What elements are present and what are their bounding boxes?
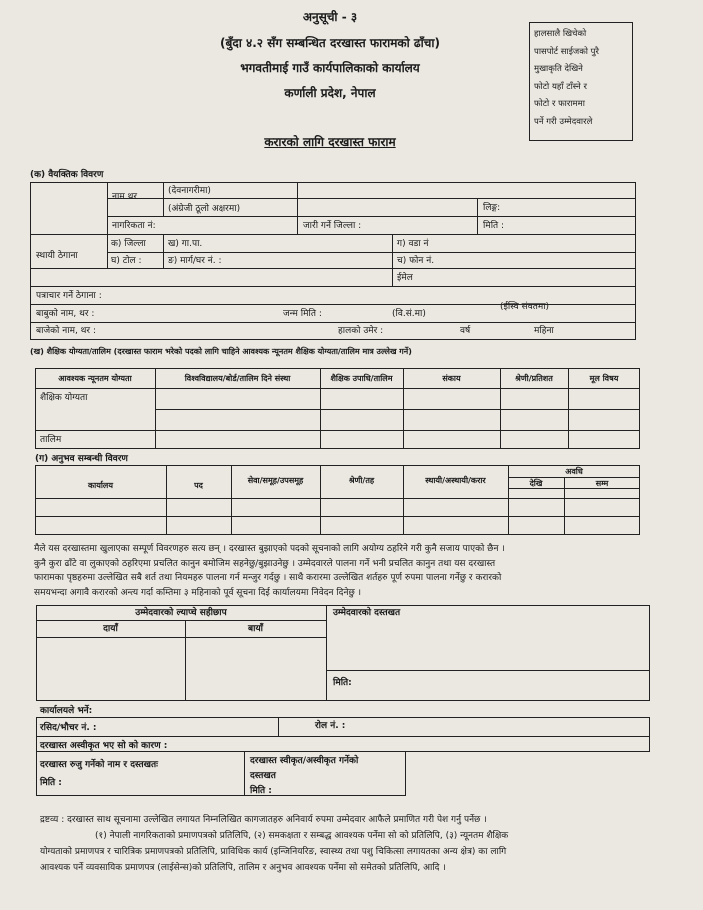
thumbprint-left-label: बायाँ	[247, 624, 264, 634]
edu-header-major: मूल विषय	[589, 374, 619, 383]
note-line: आवश्यक पर्ने व्यवसायिक प्रमाणपत्र (लाईसेन्स)को प्रतिलिपि, तालिम र अनुभव आवश्यक पर्नेमा सो समेतको प्रतिलिपि, आदि ।	[40, 863, 446, 873]
candidate-signature-label: उम्मेदवारको दस्तखत	[333, 608, 401, 618]
permanent-address-label: स्थायी ठेगाना	[36, 251, 78, 261]
citizenship-label: नागरिकता नं:	[112, 221, 156, 231]
exp-header-period: अवधि	[565, 467, 583, 476]
receiver-date-label: मिति :	[40, 778, 62, 788]
roll-number-label: रोल नं. :	[315, 721, 346, 731]
road-house-label: ङ) मार्ग/घर नं. :	[168, 256, 222, 266]
note-text	[40, 812, 508, 876]
phone-label: च) फोन नं.	[397, 256, 435, 266]
photo-instruction-line: पासपोर्ट साईजको पुरै	[534, 46, 599, 57]
email-label: ईमेल	[397, 273, 413, 283]
left-thumbprint-area[interactable]	[189, 640, 322, 698]
gender-label: लिङ्ग:	[483, 203, 501, 213]
candidate-signature-area[interactable]	[330, 622, 646, 667]
declaration-line: मैले यस दरखास्तमा खुलाएका सम्पूर्ण विवरणहरु सत्य छन् । दरखास्त बुझाएको पदको सूचनाको लागि अयोग्य ठहरिने गरी कुनै सजाय पाएको छैन ।	[34, 544, 505, 554]
section-a-title: (क) वैयक्तिक विवरण	[30, 170, 104, 180]
form-title: करारको लागि दरखास्त फाराम	[264, 135, 396, 149]
office-name: भगवतीमाई गाउँ कार्यपालिकाको कार्यालय	[240, 61, 420, 75]
reject-reason-label: दरखास्त अस्वीकृत भए सो को कारण :	[40, 741, 168, 751]
note-line: (१) नेपाली नागरिकताको प्रमाणपत्रको प्रतिलिपि, (२) समकक्षता र सम्बद्ध आवश्यक पर्नेमा सो को प्रतिलिपि, (३) न्यूनतम शैक्षिक	[95, 831, 509, 841]
photo-instruction-line: मुखाकृति देखिने	[534, 64, 583, 74]
province-name: कर्णाली प्रदेश, नेपाल	[284, 86, 376, 100]
edu-row-training: तालिम	[40, 435, 62, 445]
current-age-label: हालको उमेर :	[338, 326, 384, 336]
name-english-label: (अंग्रेजी ठूलो अक्षरमा)	[168, 204, 241, 214]
declaration-text	[34, 542, 505, 600]
approver-signature-label: दस्तखत	[250, 771, 276, 781]
note-line: योग्यताको प्रमाणपत्र र चारित्रिक प्रमाणपत्रको प्रतिलिपि, प्राविधिक कार्य (इन्जिनियरिङ, स्वास्थ्य तथा पशु चिकित्सा लगायतका अन्य क्षेत्र) का लागि	[40, 847, 507, 857]
edu-row-qualification: शैक्षिक योग्यता	[40, 393, 88, 403]
father-name-label: बाबुको नाम, थर :	[36, 309, 95, 319]
edu-header-institution: विश्वविद्यालय/बोर्ड/तालिम दिने संस्था	[184, 374, 291, 383]
tole-label: घ) टोल :	[111, 256, 142, 266]
receipt-label: रसिद/भौचर नं. :	[40, 723, 97, 733]
signature-date-label: मिति:	[333, 678, 352, 688]
photo-instruction-line: फोटो यहाँ टाँस्ने र	[534, 81, 587, 92]
declaration-line: फारामका पृष्ठहरुमा उल्लेखित सबै शर्त तथा नियमहरु पालना गर्न मन्जुर गर्दछु । साथै करारमा उल्लेखित शर्तहरु पूर्ण रुपमा पालना गर्नेछु र करारको	[34, 573, 502, 583]
declaration-line: समयभन्दा अगावै करारको अन्त्य गर्दा कम्तिमा ३ महिनाको पूर्व सूचना दिई कार्यालयमा निवेदन दिनेछु ।	[34, 587, 362, 598]
thumbprint-title: उम्मेदवारको ल्याप्चे सहीछाप	[135, 608, 227, 618]
district-label: क) जिल्ला	[111, 239, 146, 249]
right-thumbprint-area[interactable]	[40, 640, 181, 698]
photo-instruction-line: हालसालै खिचेको	[534, 29, 587, 39]
issue-district-label: जारी गर्ने जिल्ला :	[303, 221, 362, 231]
photo-box[interactable]	[529, 22, 633, 141]
year-label: वर्ष	[460, 326, 471, 336]
exp-header-post: पद	[194, 481, 203, 490]
vdc-label: ख) गा.पा.	[168, 239, 203, 249]
edu-header-degree: शैक्षिक उपाधि/तालिम	[330, 374, 393, 383]
exp-header-to: सम्म	[595, 479, 609, 488]
declaration-line: कुनै कुरा ढाँटे वा लुकाएको ठहरिएमा प्रचलित कानुन बमोजिम सहनेछु/बुझाउनेछु । उम्मेदवारले पालना गर्ने भनी प्रचलित कानुन तथा यस दरखास्त	[34, 558, 496, 569]
approver-date-label: मिति :	[250, 786, 272, 796]
month-label: महिना	[534, 326, 554, 336]
birth-date-label: जन्म मिति :	[283, 309, 322, 319]
name-label: नाम थर	[112, 192, 138, 202]
exp-header-type: स्थायी/अस्थायी/करार	[425, 476, 486, 485]
approver-label: दरखास्त स्वीकृत/अस्वीकृत गर्नेको	[250, 756, 359, 766]
rule-reference: (बुँदा ४.२ सँग सम्बन्धित दरखास्त फारामको ढाँचा)	[220, 36, 440, 50]
exp-header-office: कार्यालय	[88, 481, 113, 490]
edu-header-division: श्रेणी/प्रतिशत	[515, 374, 553, 383]
edu-header-faculty: संकाय	[442, 374, 461, 383]
mailing-address-label: पत्राचार गर्ने ठेगाना :	[36, 291, 102, 301]
name-devanagari-label: (देवनागरीमा)	[168, 186, 211, 196]
photo-instruction-line: फोटो र फाराममा	[534, 99, 585, 109]
exp-header-service: सेवा/समूह/उपसमूह	[247, 476, 304, 485]
exp-header-from: देखि	[529, 479, 543, 488]
exp-header-level: श्रेणी/तह	[348, 476, 375, 485]
ad-label: (ईस्वि संवतमा)	[500, 302, 550, 312]
ward-label: ग) वडा नं	[397, 239, 429, 249]
section-c-title: (ग) अनुभव सम्बन्धी विवरण	[35, 454, 128, 464]
note-line: द्रष्टव्य : दरखास्त साथ सूचनामा उल्लेखित लगायत निम्नलिखित कागजातहरु अनिवार्य रुपमा उम्मेदवार आफैले प्रमाणित गरी पेश गर्नु पर्नेछ ।	[40, 815, 487, 825]
edu-header-qualification: आवश्यक न्यूनतम योग्यता	[58, 374, 132, 383]
grandfather-name-label: बाजेको नाम, थर :	[36, 326, 97, 336]
office-use-label: कार्यालयले भर्ने:	[40, 706, 93, 716]
receiver-name-label: दरखास्त रुजु गर्नेको नाम र दस्तखतः	[40, 760, 158, 770]
thumbprint-right-label: दायाँ	[103, 624, 118, 634]
photo-instruction-line: पर्ने गरी उम्मेदवारले	[534, 116, 593, 127]
annex-number: अनुसूची - ३	[302, 10, 358, 24]
section-b-title: (ख) शैक्षिक योग्यता/तालिम (दरखास्त फाराम भरेको पदको लागि चाहिने आवश्यक न्यूनतम शैक्षिक योग्यता/तालिम मात्र उल्लेख गर्ने)	[30, 347, 412, 356]
bs-label: (वि.सं.मा)	[392, 309, 426, 319]
date-label: मिति :	[483, 221, 505, 231]
